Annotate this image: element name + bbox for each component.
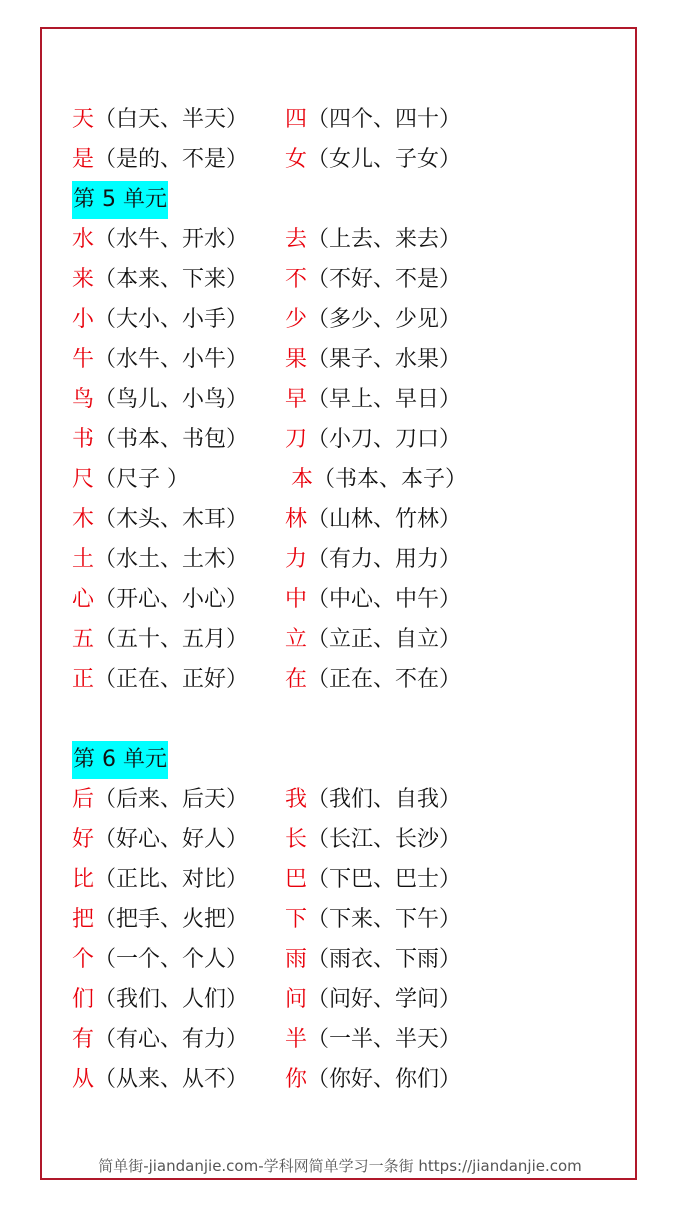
word-entry bbox=[291, 460, 467, 500]
section-spacer bbox=[72, 700, 632, 740]
character: 本 bbox=[291, 467, 314, 492]
word-examples: （四个、四十） bbox=[307, 107, 462, 132]
list-item bbox=[72, 460, 632, 500]
word-examples: （雨衣、下雨） bbox=[307, 947, 462, 972]
word-examples: （鸟儿、小鸟） bbox=[94, 387, 249, 412]
list-item bbox=[72, 220, 632, 260]
word-examples: （有心、有力） bbox=[94, 1027, 249, 1052]
word-examples: （山林、竹林） bbox=[307, 507, 462, 532]
word-examples: （你好、你们） bbox=[307, 1067, 462, 1092]
word-entry bbox=[72, 380, 248, 420]
word-entry bbox=[285, 1020, 461, 1060]
word-entry bbox=[285, 660, 461, 700]
word-entry bbox=[285, 340, 461, 380]
word-examples: （把手、火把） bbox=[94, 907, 249, 932]
word-entry bbox=[72, 260, 248, 300]
page-footer: 简单街-jiandanjie.com-学科网简单学习一条街 https://jiandanjie.com bbox=[98, 1157, 582, 1175]
character: 不 bbox=[285, 267, 308, 292]
character: 巴 bbox=[285, 867, 308, 892]
word-examples: （有力、用力） bbox=[307, 547, 462, 572]
word-entry bbox=[72, 940, 248, 980]
unit-heading: 第 6 单元 bbox=[72, 741, 168, 779]
word-examples: （我们、自我） bbox=[307, 787, 462, 812]
word-entry bbox=[285, 620, 461, 660]
character: 少 bbox=[285, 307, 308, 332]
unit-heading-row bbox=[72, 740, 632, 780]
word-entry bbox=[285, 540, 461, 580]
list-item bbox=[72, 940, 632, 980]
character: 书 bbox=[72, 427, 95, 452]
character: 木 bbox=[72, 507, 95, 532]
character: 问 bbox=[285, 987, 308, 1012]
character: 雨 bbox=[285, 947, 308, 972]
character: 水 bbox=[72, 227, 95, 252]
word-entry bbox=[285, 580, 461, 620]
character: 们 bbox=[72, 987, 95, 1012]
word-examples: （小刀、刀口） bbox=[307, 427, 462, 452]
word-examples: （开心、小心） bbox=[94, 587, 249, 612]
word-examples: （上去、来去） bbox=[307, 227, 462, 252]
character: 正 bbox=[72, 667, 95, 692]
character: 土 bbox=[72, 547, 95, 572]
word-examples: （尺子 ） bbox=[94, 467, 190, 492]
list-item bbox=[72, 980, 632, 1020]
vocabulary-list bbox=[72, 100, 632, 1100]
character: 小 bbox=[72, 307, 95, 332]
word-entry bbox=[285, 220, 461, 260]
list-item bbox=[72, 420, 632, 460]
word-examples: （五十、五月） bbox=[94, 627, 249, 652]
word-entry bbox=[285, 260, 461, 300]
character: 五 bbox=[72, 627, 95, 652]
word-entry bbox=[72, 460, 189, 500]
character: 立 bbox=[285, 627, 308, 652]
word-examples: （下巴、巴士） bbox=[307, 867, 462, 892]
word-examples: （水土、土木） bbox=[94, 547, 249, 572]
character: 长 bbox=[285, 827, 308, 852]
word-examples: （一个、个人） bbox=[94, 947, 249, 972]
word-entry bbox=[72, 100, 248, 140]
word-examples: （是的、不是） bbox=[94, 147, 249, 172]
list-item bbox=[72, 540, 632, 580]
character: 从 bbox=[72, 1067, 95, 1092]
word-examples: （立正、自立） bbox=[307, 627, 462, 652]
list-item bbox=[72, 340, 632, 380]
character: 刀 bbox=[285, 427, 308, 452]
list-item bbox=[72, 620, 632, 660]
word-examples: （从来、从不） bbox=[94, 1067, 249, 1092]
word-entry bbox=[72, 860, 248, 900]
character: 好 bbox=[72, 827, 95, 852]
list-item bbox=[72, 660, 632, 700]
unit-heading-row bbox=[72, 180, 632, 220]
word-examples: （本来、下来） bbox=[94, 267, 249, 292]
word-entry bbox=[285, 1060, 461, 1100]
list-item bbox=[72, 580, 632, 620]
character: 来 bbox=[72, 267, 95, 292]
word-entry bbox=[285, 940, 461, 980]
word-entry bbox=[72, 900, 248, 940]
character: 早 bbox=[285, 387, 308, 412]
word-examples: （正比、对比） bbox=[94, 867, 249, 892]
list-item bbox=[72, 1060, 632, 1100]
character: 四 bbox=[285, 107, 308, 132]
word-examples: （下来、下午） bbox=[307, 907, 462, 932]
list-item bbox=[72, 820, 632, 860]
character: 下 bbox=[285, 907, 308, 932]
character: 比 bbox=[72, 867, 95, 892]
word-entry bbox=[72, 820, 248, 860]
word-examples: （水牛、小牛） bbox=[94, 347, 249, 372]
word-entry bbox=[285, 780, 461, 820]
character: 鸟 bbox=[72, 387, 95, 412]
word-entry bbox=[72, 300, 248, 340]
list-item bbox=[72, 500, 632, 540]
character: 女 bbox=[285, 147, 308, 172]
character: 你 bbox=[285, 1067, 308, 1092]
character: 心 bbox=[72, 587, 95, 612]
word-entry bbox=[285, 860, 461, 900]
word-entry bbox=[72, 580, 248, 620]
character: 是 bbox=[72, 147, 95, 172]
character: 尺 bbox=[72, 467, 95, 492]
word-examples: （正在、不在） bbox=[307, 667, 462, 692]
word-entry bbox=[72, 980, 248, 1020]
word-examples: （中心、中午） bbox=[307, 587, 462, 612]
word-entry bbox=[285, 420, 461, 460]
character: 半 bbox=[285, 1027, 308, 1052]
word-examples: （白天、半天） bbox=[94, 107, 249, 132]
list-item bbox=[72, 100, 632, 140]
word-examples: （不好、不是） bbox=[307, 267, 462, 292]
word-entry bbox=[72, 420, 248, 460]
character: 有 bbox=[72, 1027, 95, 1052]
word-examples: （大小、小手） bbox=[94, 307, 249, 332]
word-entry bbox=[285, 820, 461, 860]
character: 后 bbox=[72, 787, 95, 812]
list-item bbox=[72, 260, 632, 300]
word-examples: （问好、学问） bbox=[307, 987, 462, 1012]
word-entry bbox=[72, 780, 248, 820]
word-entry bbox=[72, 1060, 248, 1100]
list-item bbox=[72, 900, 632, 940]
word-entry bbox=[72, 340, 248, 380]
character: 个 bbox=[72, 947, 95, 972]
word-entry bbox=[72, 220, 248, 260]
character: 把 bbox=[72, 907, 95, 932]
word-examples: （果子、水果） bbox=[307, 347, 462, 372]
list-item bbox=[72, 140, 632, 180]
word-examples: （书本、本子） bbox=[313, 467, 468, 492]
word-entry bbox=[285, 300, 461, 340]
word-examples: （长江、长沙） bbox=[307, 827, 462, 852]
word-examples: （水牛、开水） bbox=[94, 227, 249, 252]
word-examples: （多少、少见） bbox=[307, 307, 462, 332]
word-entry bbox=[72, 1020, 248, 1060]
word-entry bbox=[285, 100, 461, 140]
word-entry bbox=[285, 140, 461, 180]
word-examples: （正在、正好） bbox=[94, 667, 249, 692]
word-examples: （女儿、子女） bbox=[307, 147, 462, 172]
list-item bbox=[72, 1020, 632, 1060]
word-examples: （一半、半天） bbox=[307, 1027, 462, 1052]
word-entry bbox=[285, 980, 461, 1020]
word-entry bbox=[285, 500, 461, 540]
word-entry bbox=[285, 380, 461, 420]
character: 牛 bbox=[72, 347, 95, 372]
word-examples: （好心、好人） bbox=[94, 827, 249, 852]
word-examples: （早上、早日） bbox=[307, 387, 462, 412]
character: 在 bbox=[285, 667, 308, 692]
list-item bbox=[72, 300, 632, 340]
word-entry bbox=[72, 540, 248, 580]
list-item bbox=[72, 780, 632, 820]
character: 林 bbox=[285, 507, 308, 532]
word-entry bbox=[72, 620, 248, 660]
word-entry bbox=[72, 660, 248, 700]
word-examples: （我们、人们） bbox=[94, 987, 249, 1012]
word-examples: （书本、书包） bbox=[94, 427, 249, 452]
word-entry bbox=[72, 500, 248, 540]
character: 我 bbox=[285, 787, 308, 812]
list-item bbox=[72, 380, 632, 420]
character: 中 bbox=[285, 587, 308, 612]
word-examples: （后来、后天） bbox=[94, 787, 249, 812]
list-item bbox=[72, 860, 632, 900]
word-entry bbox=[285, 900, 461, 940]
character: 去 bbox=[285, 227, 308, 252]
character: 天 bbox=[72, 107, 95, 132]
character: 果 bbox=[285, 347, 308, 372]
word-examples: （木头、木耳） bbox=[94, 507, 249, 532]
character: 力 bbox=[285, 547, 308, 572]
word-entry bbox=[72, 140, 248, 180]
unit-heading: 第 5 单元 bbox=[72, 181, 168, 219]
